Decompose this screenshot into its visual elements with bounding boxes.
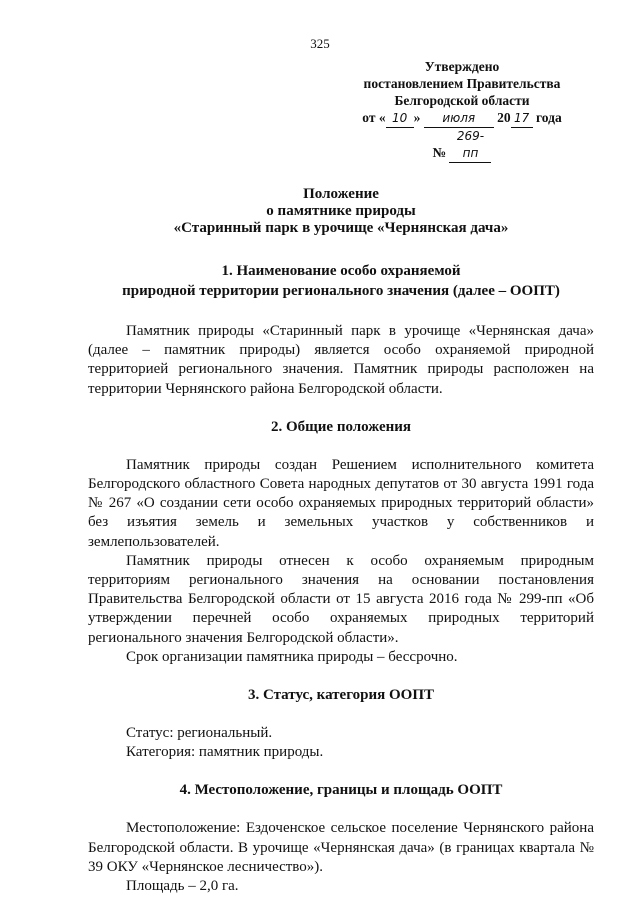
year-word: года — [535, 110, 562, 125]
date-month: июля — [424, 110, 494, 128]
section-2-paragraph-1: Памятник природы создан Решением исполнительного комитета Белгородского областного Совета народных депутатов от 30 августа 1991 года № 267 «О создании сети особо охраняемых природных территорий области» без изъятия земель и земельных участков у собственников и землепользователей. — [88, 456, 594, 550]
doc-title-line-3: «Старинный парк в урочище «Чернянская дача» — [173, 220, 509, 236]
page-number: 325 — [310, 36, 330, 51]
section-4-area: Площадь – 2,0 га. — [126, 878, 239, 895]
section-3-heading: 3. Статус, категория ООПТ — [247, 687, 434, 704]
section-1-paragraph: Памятник природы «Старинный парк в урочище «Чернянская дача» (далее – памятник природы) является особо охраняемой природной территорией регионального значения. Памятник природы расположен на территории Чернянского района Белгородской области. — [88, 323, 594, 397]
date-mid: » — [413, 110, 421, 125]
section-3-category: Категория: памятник природы. — [126, 744, 324, 761]
number-prefix: № — [432, 145, 447, 160]
section-3-status: Статус: региональный. — [126, 725, 273, 742]
section-2-paragraph-2: Памятник природы отнесен к особо охраняемым природным территориям регионального значения на основании постановления Правительства Белгородской области от 15 августа 2016 года № 299-пп «Об утверждении перечней особо охраняемых природных территорий регионального значения Белгородской области». — [88, 552, 594, 646]
section-1 — [88, 261, 594, 399]
approval-block — [332, 58, 592, 163]
section-1-heading-line-2: природной территории регионального значения (далее – ООПТ) — [122, 283, 560, 299]
decree-number: 269-пп — [449, 128, 491, 163]
section-2-paragraph-3: Срок организации памятника природы – бессрочно. — [126, 648, 458, 665]
section-2-heading: 2. Общие положения — [270, 418, 412, 435]
section-2 — [88, 417, 594, 667]
year-prefix: 20 — [497, 110, 511, 125]
approval-line-2: постановлением Правительства — [363, 76, 561, 91]
date-prefix: от « — [362, 110, 386, 125]
approval-date — [332, 109, 592, 128]
doc-title-line-2: о памятнике природы — [266, 203, 416, 219]
document-body — [88, 186, 594, 896]
doc-title-line-1: Положение — [303, 186, 379, 202]
approval-line-3: Белгородской области — [394, 93, 530, 108]
section-4-location: Местоположение: Ездоченское сельское поселение Чернянского района Белгородской области. В урочище «Чернянская дача» (в границах квартала № 39 ОКУ «Чернянское лесничество»). — [88, 820, 594, 875]
section-4-heading: 4. Местоположение, границы и площадь ООПТ — [179, 782, 503, 799]
date-day: 10 — [386, 110, 414, 128]
section-1-heading-line-1: 1. Наименование особо охраняемой — [221, 263, 461, 279]
approval-line-1: Утверждено — [424, 59, 500, 74]
section-3 — [88, 685, 594, 762]
year-suffix: 17 — [511, 110, 533, 128]
section-4 — [88, 780, 594, 896]
approval-number — [332, 128, 592, 163]
